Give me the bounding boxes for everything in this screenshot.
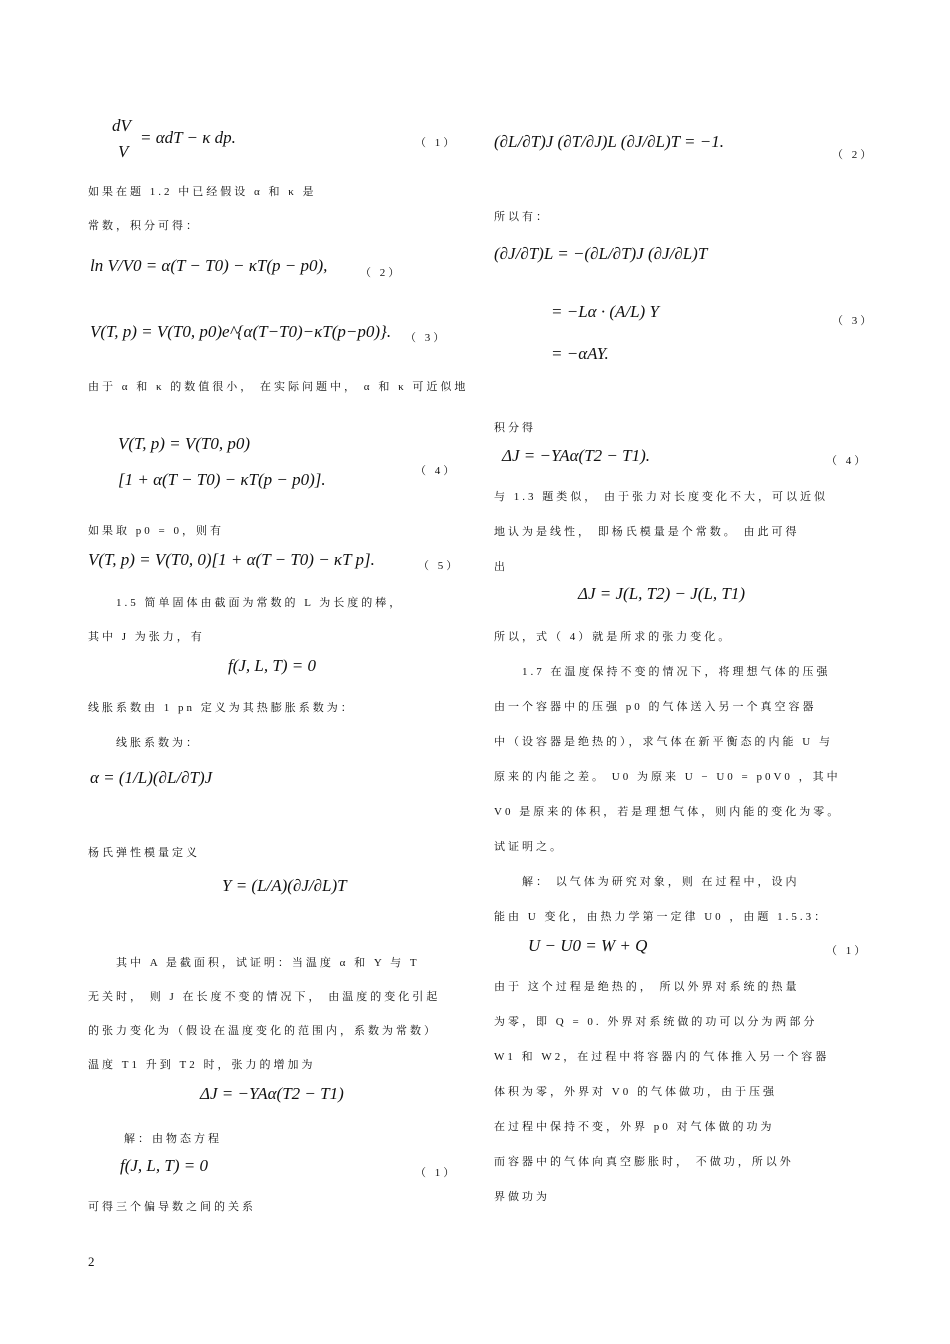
right-para: W1 和 W2，在过程中将容器内的气体推入另一个容器 (494, 1051, 830, 1063)
eq2: ln V/V0 = α(T − T0) − κT(p − p0), (90, 256, 328, 275)
r-eq3: ΔJ = −YAα(T2 − T1). (502, 446, 650, 465)
left-para: 常数，积分可得： (88, 220, 200, 232)
eq10-number: （ 1） (415, 1167, 458, 1179)
left-para: 可得三个偏导数之间的关系 (88, 1201, 256, 1213)
right-para: 所以，式（ 4）就是所求的张力变化。 (494, 631, 733, 643)
eq2-number: （ 2） (360, 267, 403, 279)
eq4b: [1 + α(T − T0) − κT(p − p0)]. (118, 470, 326, 489)
eq6: f(J, L, T) = 0 (228, 656, 316, 675)
r-eq1: (∂L/∂T)J (∂T/∂J)L (∂J/∂L)T = −1. (494, 132, 724, 151)
eq4a: V(T, p) = V(T0, p0) (118, 434, 251, 453)
left-para: 无关时， 则 J 在长度不变的情况下， 由温度的变化引起 (88, 991, 441, 1003)
eq5-number: （ 5） (418, 560, 461, 572)
right-para: 而容器中的气体向真空膨胀时， 不做功，所以外 (494, 1156, 794, 1168)
left-para: 由于 α 和 κ 的数值很小， 在实际问题中， α 和 κ 可近似地 (88, 381, 469, 393)
right-para: 积分得 (494, 422, 536, 434)
right-para: 能由 U 变化，由热力学第一定律 U0 ，由题 1.5.3： (494, 911, 829, 923)
r-eq2b: = −Lα · (A/L) Y (551, 302, 659, 321)
left-para: 线胀系数由 1 pn 定义为其热膨胀系数为： (88, 702, 355, 714)
page-number: 2 (88, 1254, 95, 1269)
right-para: 由一个容器中的压强 p0 的气体送入另一个真空容器 (494, 701, 817, 713)
eq5: V(T, p) = V(T0, 0)[1 + α(T − T0) − κT p]. (88, 550, 375, 569)
eq10: f(J, L, T) = 0 (120, 1156, 208, 1175)
eq3: V(T, p) = V(T0, p0)e^{α(T−T0)−κT(p−p0)}. (90, 322, 392, 341)
right-para: 由于 这个过程是绝热的， 所以外界对系统的热量 (494, 981, 800, 993)
left-para: 温度 T1 升到 T2 时，张力的增加为 (88, 1059, 316, 1071)
r-eq4: ΔJ = J(L, T2) − J(L, T1) (578, 584, 746, 603)
r-eq5: U − U0 = W + Q (528, 936, 648, 955)
left-para: 其中 J 为张力，有 (88, 631, 205, 643)
right-para: 1.7 在温度保持不变的情况下，将理想气体的压强 (522, 666, 831, 678)
eq1-v: V (118, 142, 129, 161)
left-para: 杨氏弹性模量定义 (88, 847, 200, 859)
eq1-rhs: = αdT − κ dp. (140, 128, 236, 147)
left-para: 其中 A 是截面积，试证明：当温度 α 和 Y 与 T (116, 957, 420, 969)
right-para: 界做功为 (494, 1191, 550, 1203)
right-para: 与 1.3 题类似， 由于张力对长度变化不大，可以近似 (494, 491, 828, 503)
right-para: 地认为是线性， 即杨氏模量是个常数。 由此可得 (494, 526, 800, 538)
left-para: 如果取 p0 = 0，则有 (88, 525, 224, 537)
right-para: 在过程中保持不变，外界 p0 对气体做的功为 (494, 1121, 775, 1133)
left-para: 的张力变化为（假设在温度变化的范围内，系数为常数） (88, 1025, 438, 1037)
right-para: 为零，即 Q = 0. 外界对系统做的功可以分为两部分 (494, 1016, 818, 1028)
r-eq5-number: （ 1） (826, 945, 869, 957)
right-para: 出 (494, 561, 508, 573)
eq1-number: （ 1） (415, 137, 458, 149)
left-para: 解：由物态方程 (124, 1133, 222, 1145)
r-eq3-number: （ 4） (826, 455, 869, 467)
right-para: 原来的内能之差。 U0 为原来 U − U0 = p0V0 ，其中 (494, 771, 841, 783)
r-eq2a: (∂J/∂T)L = −(∂L/∂T)J (∂J/∂L)T (494, 244, 708, 263)
eq4-number: （ 4） (415, 465, 458, 477)
right-para: 所以有： (494, 211, 550, 223)
right-para: 试证明之。 (494, 841, 564, 853)
eq7: α = (1/L)(∂L/∂T)J (90, 768, 213, 787)
eq3-number: （ 3） (405, 332, 448, 344)
r-eq2-number: （ 3） (832, 315, 875, 327)
eq1-dv: dV (112, 116, 131, 135)
right-para: 中（设容器是绝热的），求气体在新平衡态的内能 U 与 (494, 736, 833, 748)
left-para: 1.5 简单固体由截面为常数的 L 为长度的棒， (116, 597, 404, 609)
eq9: ΔJ = −YAα(T2 − T1) (200, 1084, 344, 1103)
right-para: V0 是原来的体积，若是理想气体，则内能的变化为零。 (494, 806, 842, 818)
right-para: 体积为零，外界对 V0 的气体做功，由于压强 (494, 1086, 777, 1098)
right-para: 解： 以气体为研究对象，则 在过程中，设内 (522, 876, 800, 888)
eq8: Y = (L/A)(∂J/∂L)T (222, 876, 347, 895)
r-eq1-number: （ 2） (832, 149, 875, 161)
r-eq2c: = −αAY. (551, 344, 609, 363)
left-para: 如果在题 1.2 中已经假设 α 和 κ 是 (88, 186, 317, 198)
left-para: 线胀系数为： (116, 737, 200, 749)
